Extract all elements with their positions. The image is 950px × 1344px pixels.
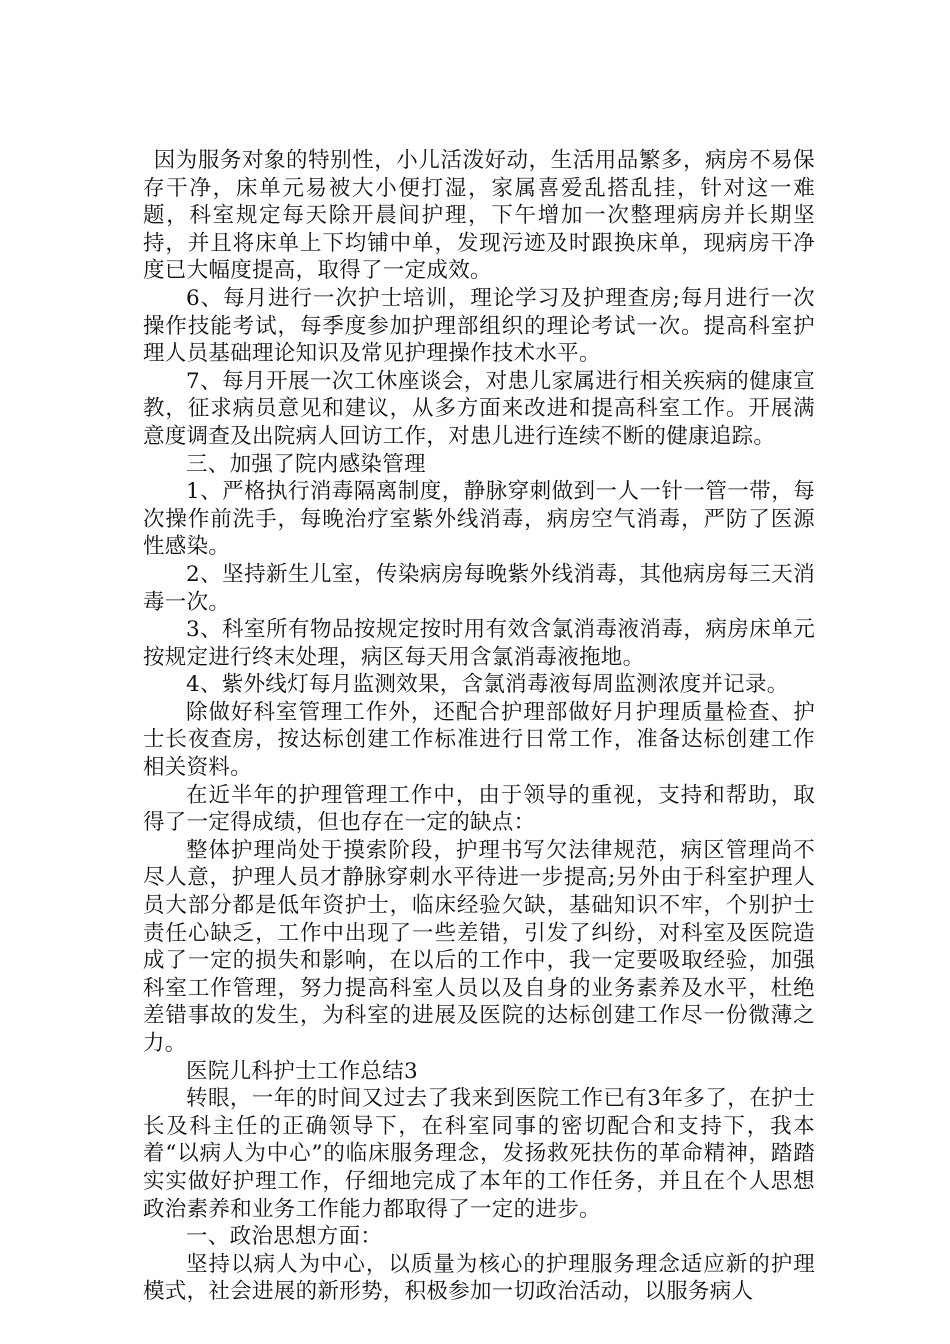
paragraph-infection-item-3: 3、科室所有物品按规定按时用有效含氯消毒液消毒，病房床单元按规定进行终末处理，病区每天用含氯消毒液拖地。	[143, 617, 815, 670]
section-heading-infection-control: 三、加强了院内感染管理	[186, 451, 426, 477]
document-body	[143, 147, 815, 1306]
paragraph-item-6-training: 6、每月进行一次护士培训，理论学习及护理查房;每月进行一次操作技能考试，每季度参加护理部组织的理论考试一次。提高科室护理人员基础理论知识及常见护理操作技术水平。	[143, 285, 815, 367]
paragraph-year-review: 转眼，一年的时间又过去了我来到医院工作已有3年多了，在护士长及科主任的正确领导下，在科室同事的密切配合和支持下，我本着“以病人为中心”的临床服务理念，发扬救死扶伤的革命精神，踏踏实实做好护理工作，仔细地完成了本年的工作任务，并且在个人思想政治素养和业务工作能力都取得了一定的进步。	[143, 1086, 815, 1222]
paragraph-infection-item-1: 1、严格执行消毒隔离制度，静脉穿刺做到一人一针一管一带，每次操作前洗手，每晚治疗室紫外线消毒，病房空气消毒，严防了医源性感染。	[143, 479, 815, 560]
paragraph-patient-centered: 坚持以病人为中心，以质量为核心的护理服务理念适应新的护理模式，社会进展的新形势，积极参加一切政治活动，以服务病人	[143, 1251, 815, 1305]
section-title-summary-3: 医院儿科护士工作总结3	[186, 1058, 418, 1084]
paragraph-ward-cleanliness: 因为服务对象的特别性，小儿活泼好动，生活用品繁多，病房不易保存干净，床单元易被大小便打湿，家属喜爱乱搭乱挂，针对这一难题，科室规定每天除开晨间护理，下午增加一次整理病房并长期坚持，并且将床单上下均铺中单，发现污迹及时跟换床单，现病房干净度已大幅度提高，取得了一定成效。	[143, 148, 815, 284]
paragraph-quality-checks: 除做好科室管理工作外，还配合护理部做好月护理质量检查、护士长夜查房，按达标创建工作标准进行日常工作，准备达标创建工作相关资料。	[143, 699, 815, 781]
paragraph-shortcomings: 整体护理尚处于摸索阶段，护理书写欠法律规范，病区管理尚不尽人意，护理人员才静脉穿刺水平待进一步提高;另外由于科室护理人员大部分都是低年资护士，临床经验欠缺，基础知识不牢，个别护士责任心缺乏，工作中出现了一些差错，引发了纠纷，对科室及医院造成了一定的损失和影响，在以后的工作中，我一定要吸取经验，加强科室工作管理，努力提高科室人员以及自身的业务素养及水平，杜绝差错事故的发生，为科室的进展及医院的达标创建工作尽一份微薄之力。	[143, 837, 815, 1056]
paragraph-item-7-forum: 7、每月开展一次工休座谈会，对患儿家属进行相关疾病的健康宣教，征求病员意见和建议，从多方面来改进和提高科室工作。开展满意度调查及出院病人回访工作，对患儿进行连续不断的健康追踪。	[143, 368, 815, 449]
section-heading-political: 一、政治思想方面：	[186, 1224, 383, 1250]
paragraph-half-year-summary: 在近半年的护理管理工作中，由于领导的重视，支持和帮助，取得了一定得成绩，但也存在一定的缺点：	[143, 782, 815, 836]
paragraph-infection-item-2: 2、坚持新生儿室，传染病房每晚紫外线消毒，其他病房每三天消毒一次。	[143, 561, 815, 615]
paragraph-infection-item-4: 4、紫外线灯每月监测效果，含氯消毒液每周监测浓度并记录。	[186, 672, 789, 698]
